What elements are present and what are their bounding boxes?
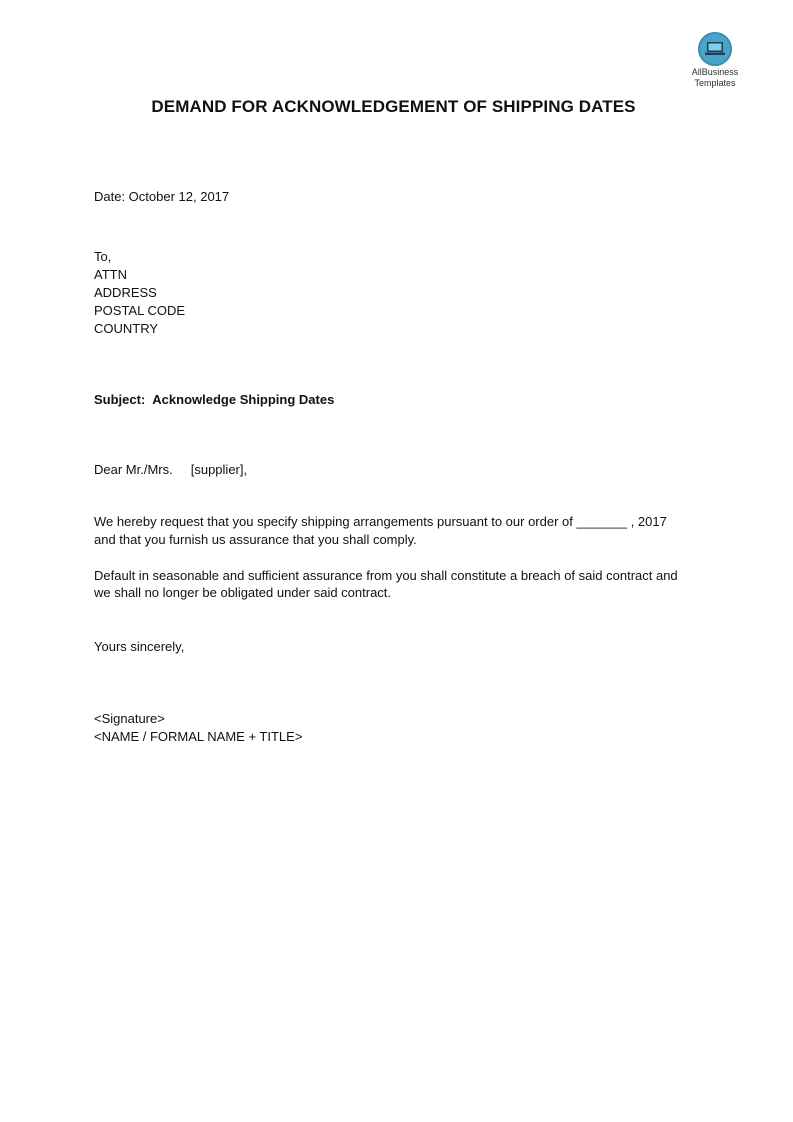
body-paragraph-2-line-1: Default in seasonable and sufficient assurance from you shall constitute a breach of said contract and — [94, 568, 678, 583]
salutation-prefix: Dear Mr./Mrs. — [94, 462, 173, 477]
name-title-placeholder: <NAME / FORMAL NAME + TITLE> — [94, 729, 303, 744]
recipient-to: To, — [94, 249, 112, 264]
date-line: Date: October 12, 2017 — [94, 189, 230, 204]
salutation — [94, 461, 247, 479]
logo-text-line2: Templates — [694, 78, 736, 88]
laptop-icon — [698, 32, 732, 66]
signature-placeholder: <Signature> — [94, 711, 165, 726]
subject-label: Subject: — [94, 392, 146, 407]
document-title: DEMAND FOR ACKNOWLEDGEMENT OF SHIPPING DATES — [151, 97, 636, 116]
brand-logo — [684, 32, 746, 88]
logo-text-line1: AllBusiness — [691, 67, 739, 77]
salutation-name: [supplier], — [190, 462, 248, 477]
closing: Yours sincerely, — [94, 639, 185, 654]
body-paragraph-1-line-1: We hereby request that you specify shipping arrangements pursuant to our order of _______ , 2017 — [94, 514, 667, 529]
body-paragraph-1-line-2: and that you furnish us assurance that you shall comply. — [94, 532, 417, 547]
body-paragraph-2-line-2: we shall no longer be obligated under said contract. — [94, 585, 392, 600]
recipient-country: COUNTRY — [94, 321, 159, 336]
recipient-attn: ATTN — [94, 267, 127, 282]
recipient-address: ADDRESS — [94, 285, 157, 300]
subject-text: Acknowledge Shipping Dates — [152, 392, 335, 407]
subject-line — [94, 391, 334, 409]
recipient-postal-code: POSTAL CODE — [94, 303, 186, 318]
